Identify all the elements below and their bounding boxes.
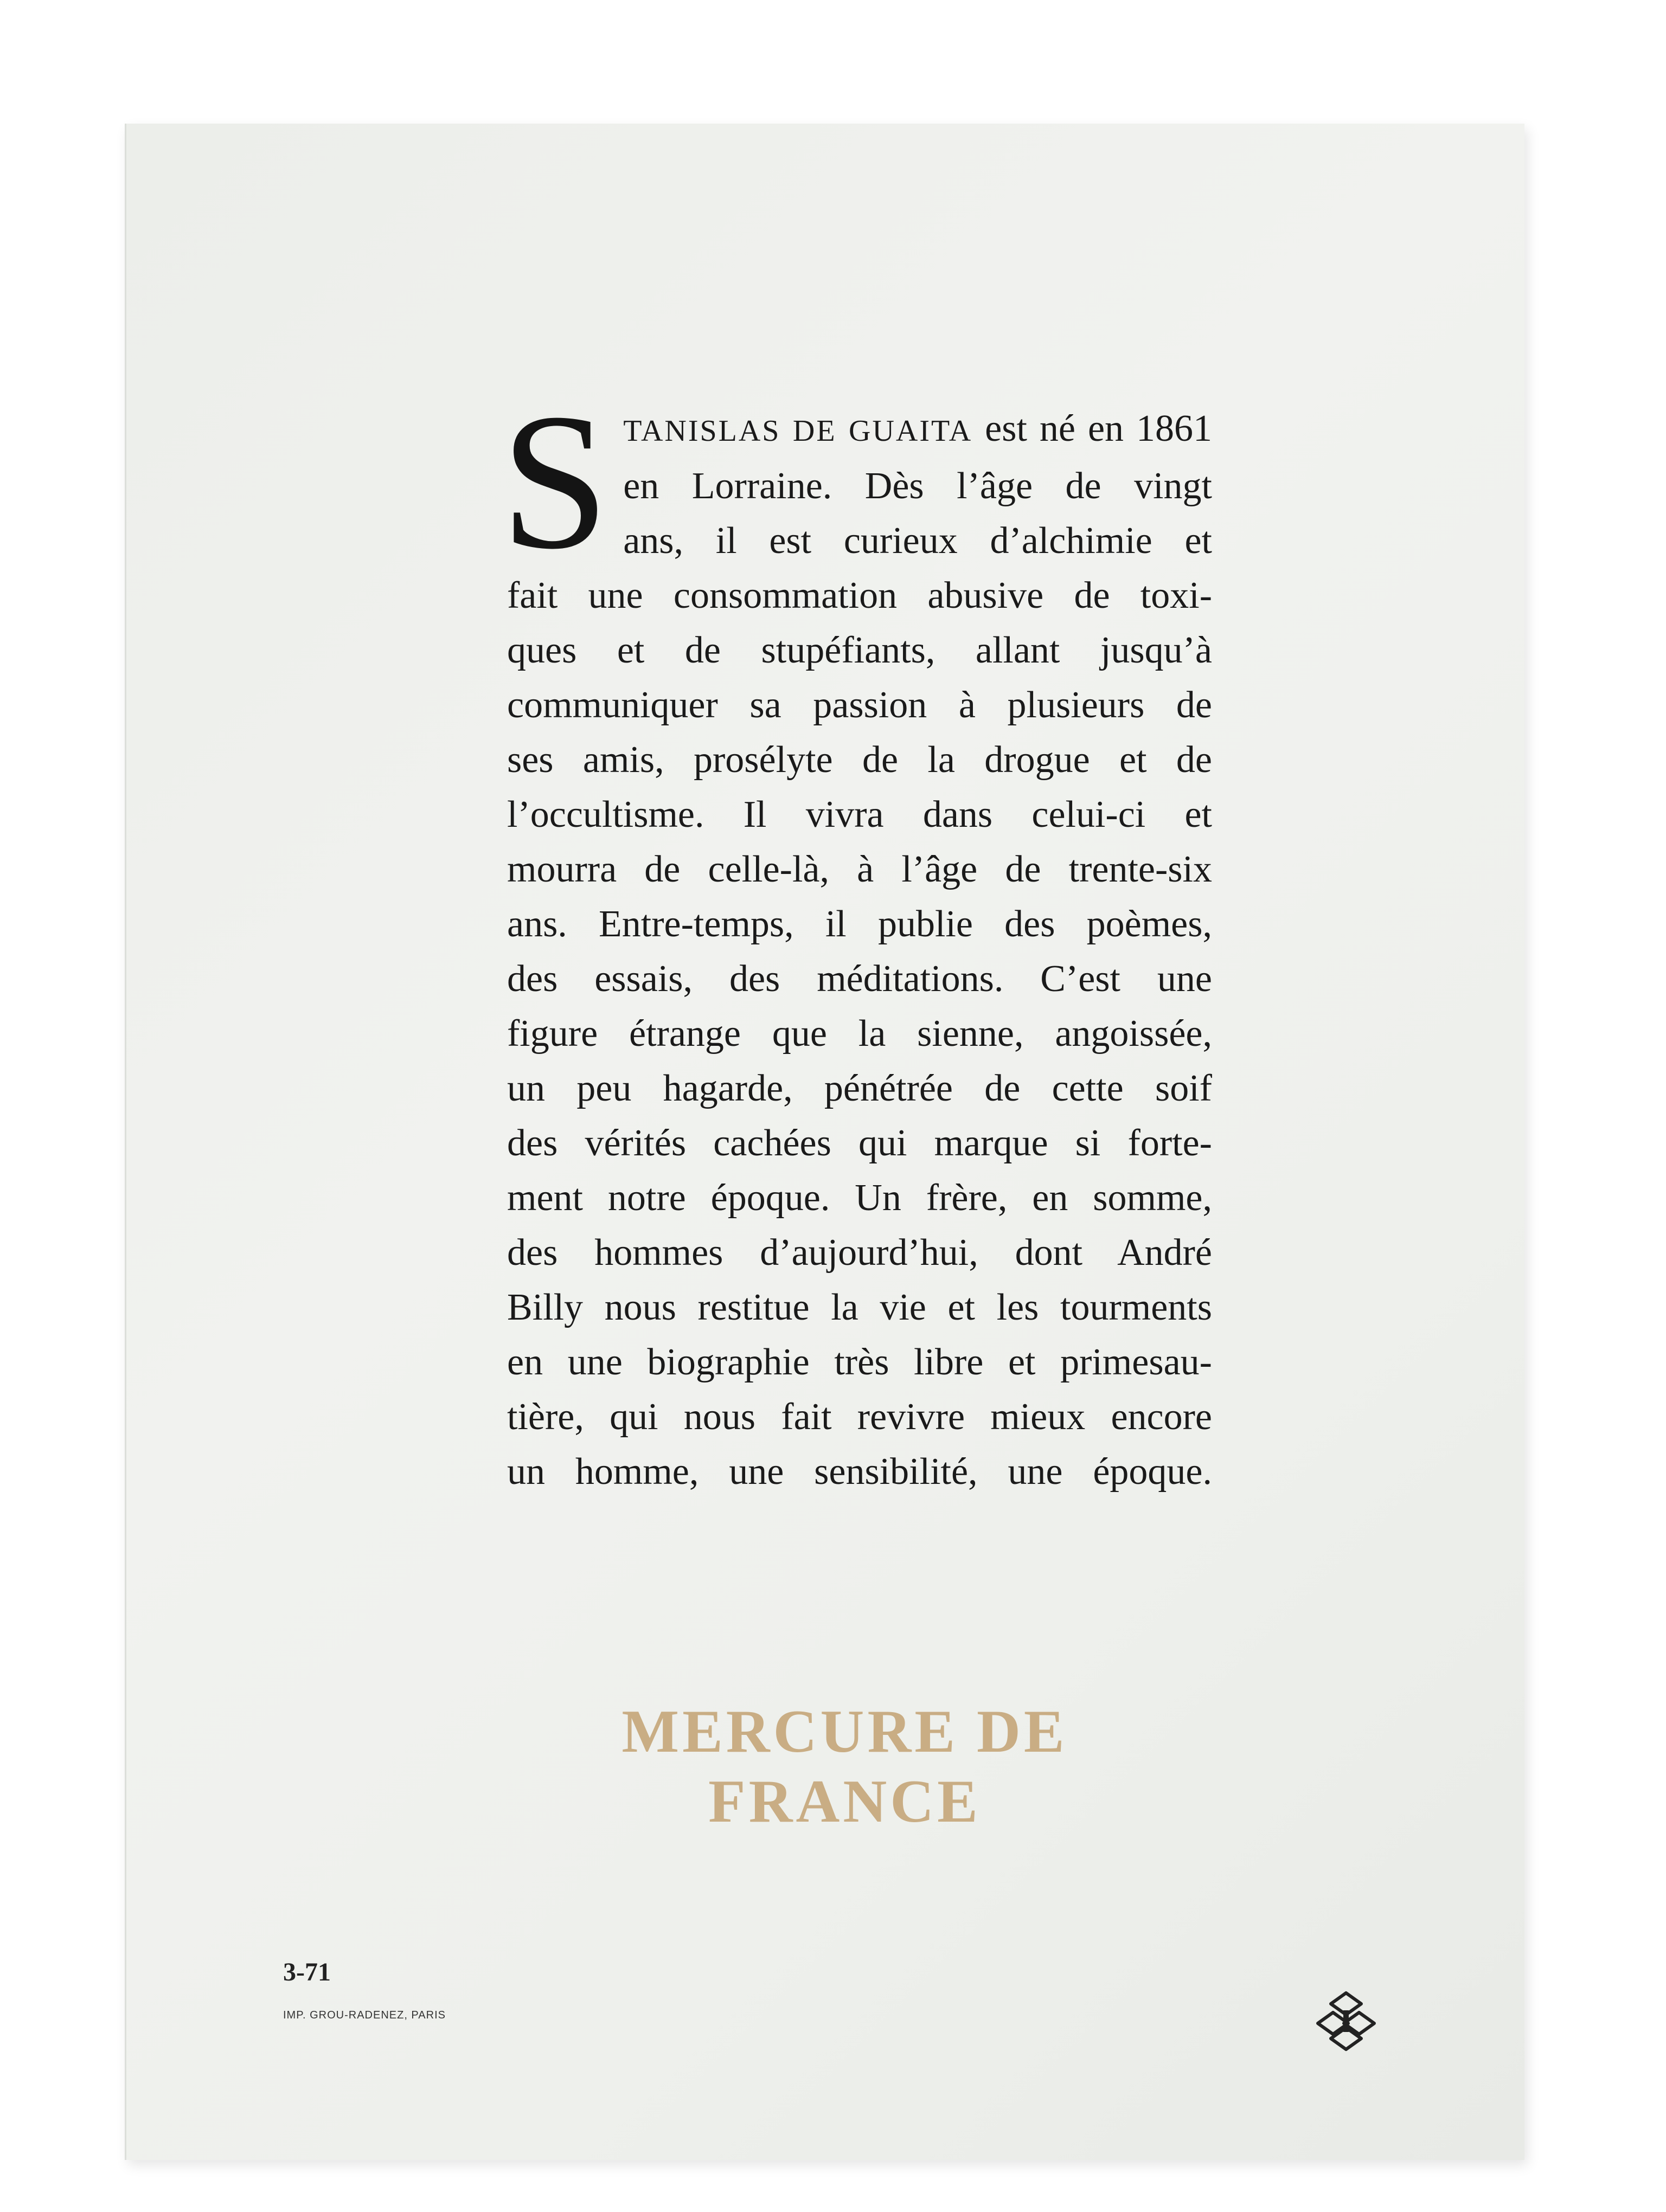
blurb-line: en une biographie très libre et primesau- <box>507 1341 1212 1383</box>
edition-code: 3-71 <box>283 1958 331 1986</box>
blurb-line: TANISLAS DE GUAITA est né en 1861 <box>623 408 1212 449</box>
blurb-lead-smallcaps: TANISLAS DE GUAITA <box>623 414 973 448</box>
blurb-line: ans. Entre-temps, il publie des poèmes, <box>507 903 1212 945</box>
blurb-line: ques et de stupéfiants, allant jusqu’à <box>507 629 1212 671</box>
blurb-line: des vérités cachées qui marque si forte- <box>507 1122 1212 1164</box>
blurb-line: Billy nous restitue la vie et les tourments <box>507 1287 1212 1328</box>
publisher-name: MERCURE DE FRANCE <box>621 1698 1068 1835</box>
blurb-line: communiquer sa passion à plusieurs de <box>507 684 1212 726</box>
blurb-line: ses amis, prosélyte de la drogue et de <box>507 739 1212 781</box>
blurb-line: tière, qui nous fait revivre mieux encore <box>507 1396 1212 1438</box>
blurb-line: en Lorraine. Dès l’âge de vingt <box>623 465 1212 507</box>
blurb-line: un homme, une sensibilité, une époque. <box>507 1451 1212 1493</box>
printer-credit: IMP. GROU-RADENEZ, PARIS <box>283 2009 446 2021</box>
blurb-line: ment notre époque. Un frère, en somme, <box>507 1177 1212 1219</box>
back-cover-blurb <box>501 373 1212 1499</box>
mercure-de-france-emblem-icon <box>1313 1989 1379 2054</box>
blurb-line: des hommes d’aujourd’hui, dont André <box>507 1232 1212 1274</box>
blurb-line: figure étrange que la sienne, angoissée, <box>507 1013 1212 1054</box>
blurb-line: mourra de celle-là, à l’âge de trente-six <box>507 848 1212 890</box>
blurb-line: l’occultisme. Il vivra dans celui-ci et <box>507 794 1212 835</box>
blurb-line: des essais, des méditations. C’est une <box>507 958 1212 1000</box>
blurb-line: fait une consommation abusive de toxi- <box>507 575 1212 616</box>
blurb-line: un peu hagarde, pénétrée de cette soif <box>507 1068 1212 1109</box>
drop-cap: S <box>501 373 610 589</box>
blurb-line: ans, il est curieux d’alchimie et <box>623 520 1212 562</box>
